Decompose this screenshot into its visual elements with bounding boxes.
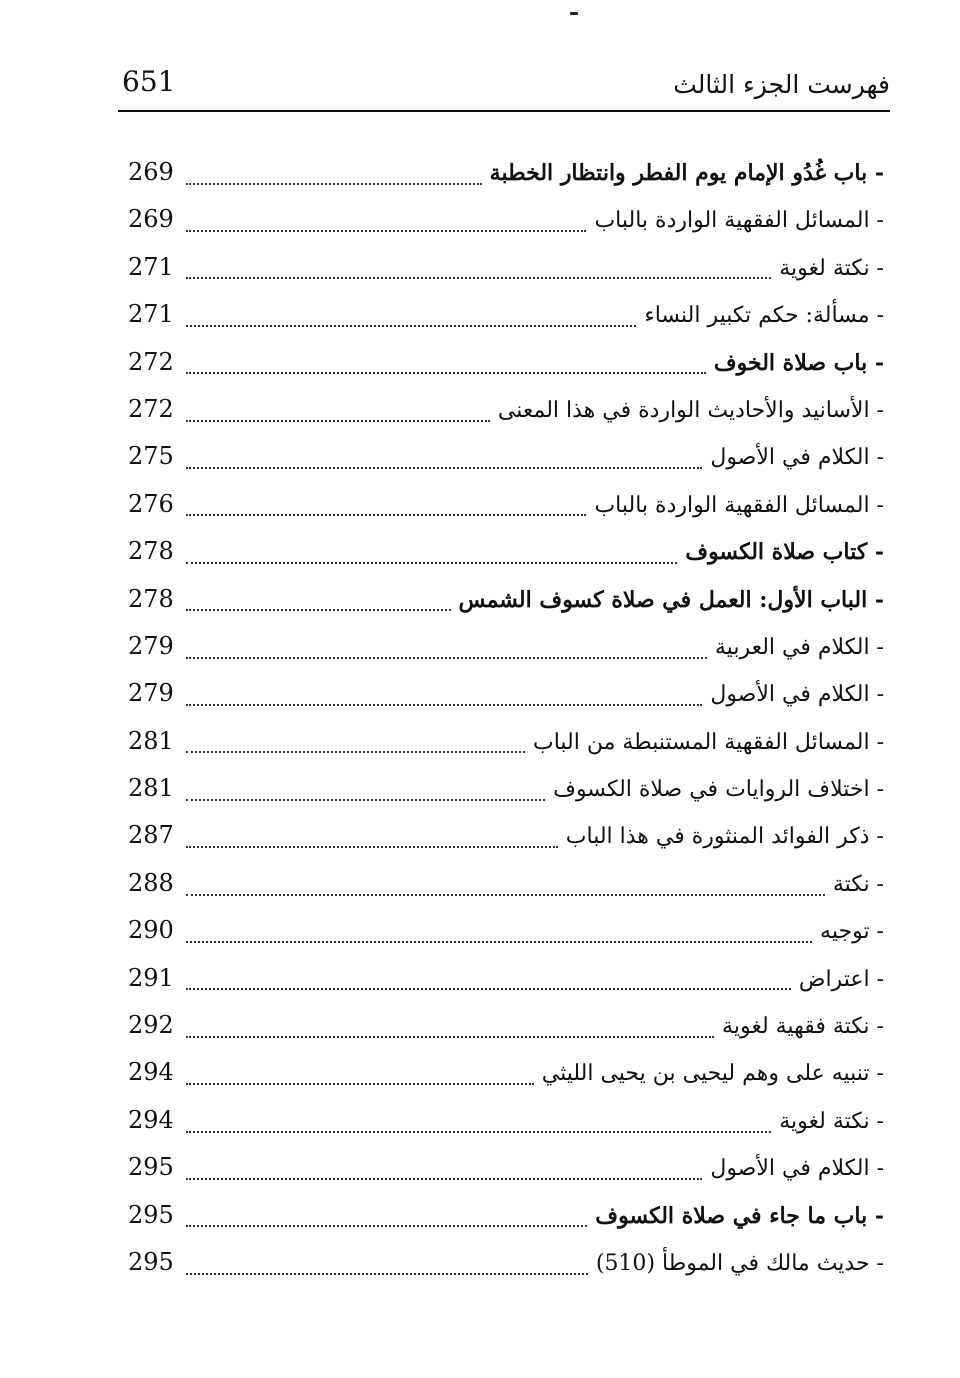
dot-leader xyxy=(186,1036,714,1038)
dot-leader xyxy=(186,751,525,753)
toc-entry-page: 269 xyxy=(128,205,174,234)
toc-entry xyxy=(128,863,884,910)
toc-entry xyxy=(128,626,884,673)
dot-leader xyxy=(186,1083,534,1085)
toc-entry xyxy=(128,199,884,246)
toc-entry-page: 281 xyxy=(128,726,174,755)
toc-entry xyxy=(128,1052,884,1099)
page-number: 651 xyxy=(122,65,176,98)
toc-entry xyxy=(128,484,884,531)
page-header xyxy=(118,66,890,110)
toc-entry xyxy=(128,1005,884,1052)
toc-entry-title: - اعتراض xyxy=(798,966,884,992)
toc-entry xyxy=(128,768,884,815)
toc-entry-page: 272 xyxy=(128,347,174,376)
toc-entry xyxy=(128,1147,884,1194)
toc-entry xyxy=(128,152,884,199)
dot-leader xyxy=(186,514,586,516)
toc-entry-page: 292 xyxy=(128,1011,174,1040)
toc-entry xyxy=(128,910,884,957)
dot-leader xyxy=(186,562,677,564)
toc-entry-page: 271 xyxy=(128,300,174,329)
toc-entry-title: - مسألة: حكم تكبير النساء xyxy=(644,303,884,329)
toc-entry-page: 287 xyxy=(128,821,174,850)
toc-entry-page: 281 xyxy=(128,774,174,803)
dot-leader xyxy=(186,1131,771,1133)
toc-entry-page: 269 xyxy=(128,158,174,186)
dot-leader xyxy=(186,846,558,848)
dot-leader xyxy=(186,988,791,990)
toc-entry-page: 278 xyxy=(128,537,174,566)
toc-entry xyxy=(128,1100,884,1147)
dot-leader xyxy=(186,799,545,801)
dot-leader xyxy=(186,941,812,943)
toc-entry xyxy=(128,247,884,294)
table-of-contents xyxy=(128,152,884,1289)
header-rule xyxy=(118,110,890,112)
print-mark xyxy=(570,12,578,15)
toc-entry-title: - باب غُدُو الإمام يوم الفطر وانتظار الخطبة xyxy=(489,160,884,186)
toc-entry-page: 291 xyxy=(128,963,174,992)
toc-entry-page: 290 xyxy=(128,916,174,945)
toc-entry-page: 278 xyxy=(128,584,174,613)
toc-entry-page: 279 xyxy=(128,631,174,660)
dot-leader xyxy=(186,1273,588,1275)
dot-leader xyxy=(186,230,586,232)
toc-entry-title: - نكتة فقهية لغوية xyxy=(722,1014,884,1040)
toc-entry-title: - تنبيه على وهم ليحيى بن يحيى الليثي xyxy=(541,1061,884,1087)
toc-entry-title: - نكتة xyxy=(832,871,884,897)
toc-entry xyxy=(128,579,884,626)
toc-entry-page: 295 xyxy=(128,1153,174,1182)
toc-entry-page: 271 xyxy=(128,252,174,281)
running-title: فهرست الجزء الثالث xyxy=(673,70,890,99)
toc-entry-title: - الكلام في العربية xyxy=(714,634,884,660)
toc-entry-title: - ذكر الفوائد المنثورة في هذا الباب xyxy=(565,824,884,850)
toc-entry-title: - الأسانيد والأحاديث الواردة في هذا المعنى xyxy=(497,397,884,423)
toc-entry xyxy=(128,342,884,389)
toc-entry xyxy=(128,531,884,578)
dot-leader xyxy=(186,657,707,659)
dot-leader xyxy=(186,183,482,185)
toc-entry-title: - نكتة لغوية xyxy=(779,255,884,281)
toc-entry-page: 295 xyxy=(128,1200,174,1229)
dot-leader xyxy=(186,894,825,896)
toc-entry xyxy=(128,673,884,720)
dot-leader xyxy=(186,1178,702,1180)
toc-entry xyxy=(128,721,884,768)
dot-leader xyxy=(186,372,706,374)
toc-entry-title: - المسائل الفقهية الواردة بالباب xyxy=(594,208,884,234)
toc-entry-page: 279 xyxy=(128,679,174,708)
dot-leader xyxy=(186,609,451,611)
dot-leader xyxy=(186,325,636,327)
toc-entry-page: 294 xyxy=(128,1105,174,1134)
toc-entry-title: - اختلاف الروايات في صلاة الكسوف xyxy=(553,777,884,803)
toc-entry-title: - نكتة لغوية xyxy=(779,1108,884,1134)
toc-entry-title: - كتاب صلاة الكسوف xyxy=(685,539,884,566)
toc-entry-title: - المسائل الفقهية المستنبطة من الباب xyxy=(532,729,884,755)
toc-entry xyxy=(128,389,884,436)
toc-entry-title: - باب ما جاء في صلاة الكسوف xyxy=(595,1202,884,1229)
toc-entry-page: 294 xyxy=(128,1058,174,1087)
toc-entry-title: - الكلام في الأصول xyxy=(710,445,884,471)
toc-entry-page: 272 xyxy=(128,394,174,423)
toc-entry-title: - الكلام في الأصول xyxy=(710,682,884,708)
toc-entry xyxy=(128,815,884,862)
toc-entry xyxy=(128,1242,884,1289)
toc-entry xyxy=(128,1195,884,1242)
toc-entry-page: 276 xyxy=(128,489,174,518)
toc-entry-title: - الباب الأول: العمل في صلاة كسوف الشمس xyxy=(458,586,884,613)
toc-entry xyxy=(128,294,884,341)
dot-leader xyxy=(186,420,490,422)
dot-leader xyxy=(186,467,702,469)
dot-leader xyxy=(186,704,702,706)
toc-entry-page: 288 xyxy=(128,868,174,897)
toc-entry-page: 275 xyxy=(128,442,174,471)
toc-entry-title: - الكلام في الأصول xyxy=(710,1156,884,1182)
toc-entry-page: 295 xyxy=(128,1247,174,1276)
toc-entry xyxy=(128,958,884,1005)
toc-entry-title: - حديث مالك في الموطأ (510) xyxy=(595,1250,884,1276)
toc-entry-title: - باب صلاة الخوف xyxy=(713,349,884,376)
dot-leader xyxy=(186,1225,587,1227)
toc-entry xyxy=(128,436,884,483)
toc-entry-title: - توجيه xyxy=(820,919,884,945)
dot-leader xyxy=(186,277,771,279)
toc-entry-title: - المسائل الفقهية الواردة بالباب xyxy=(594,492,884,518)
